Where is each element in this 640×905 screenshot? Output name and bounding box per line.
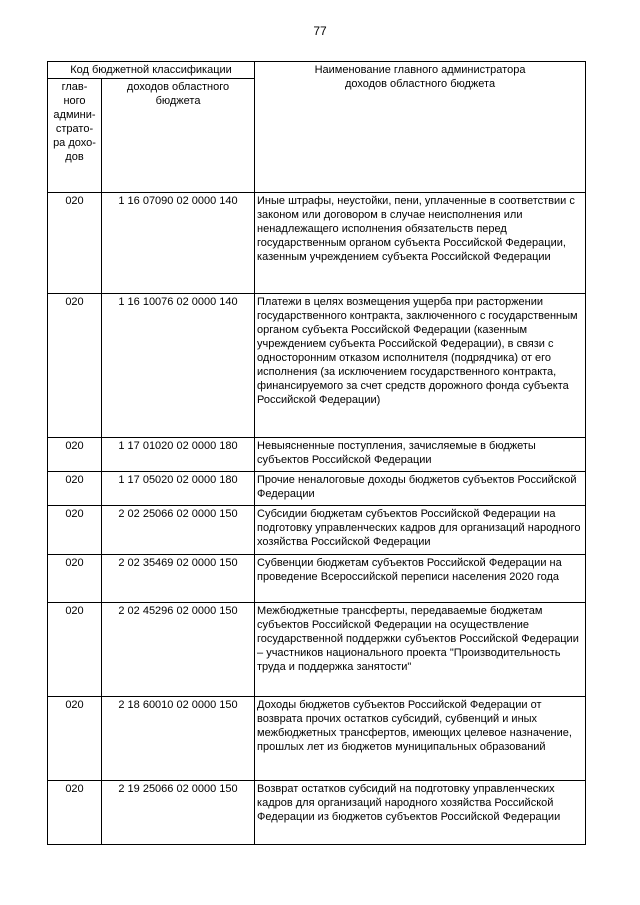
page-number: 77 — [313, 24, 327, 38]
row-income-code: 2 02 35469 02 0000 150 — [102, 555, 255, 603]
row-admin-code: 020 — [48, 603, 102, 697]
row-income-code: 2 02 25066 02 0000 150 — [102, 506, 255, 555]
row-admin-code: 020 — [48, 193, 102, 294]
table-row — [48, 506, 586, 555]
header-admin-text: глав- ного админи- страто- ра дохо- дов — [53, 81, 96, 163]
row-name: Платежи в целях возмещения ущерба при расторжении государственного контракта, заключенного с государственным органом субъекта Российской Федерации (казенным учреждением субъекта Российской Федерации), в связи с односторонним отказом исполнителя (подрядчика) от его исполнения (за исключением государственного контракта, финансируемого за счет средств дорожного фонда субъекта Российской Федерации) — [255, 294, 586, 438]
header-code-column — [102, 79, 255, 193]
row-admin-code: 020 — [48, 697, 102, 781]
table-row — [48, 294, 586, 438]
row-admin-code: 020 — [48, 781, 102, 845]
row-income-code: 1 16 07090 02 0000 140 — [102, 193, 255, 294]
table-row — [48, 555, 586, 603]
table-row — [48, 472, 586, 506]
row-name: Иные штрафы, неустойки, пени, уплаченные в соответствии с законом или договором в случае неисполнения или ненадлежащего исполнения обязательств перед государственным органом субъекта Российской Федерации, казенным учреждением субъекта Российской Федерации — [255, 193, 586, 294]
table-row — [48, 603, 586, 697]
row-admin-code: 020 — [48, 506, 102, 555]
header-name-text: Наименование главного администратора доходов областного бюджета — [314, 64, 526, 90]
row-income-code: 1 16 10076 02 0000 140 — [102, 294, 255, 438]
row-admin-code: 020 — [48, 438, 102, 472]
row-income-code: 2 18 60010 02 0000 150 — [102, 697, 255, 781]
row-income-code: 2 02 45296 02 0000 150 — [102, 603, 255, 697]
row-name: Прочие неналоговые доходы бюджетов субъектов Российской Федерации — [255, 472, 586, 506]
table-row — [48, 193, 586, 294]
table-row — [48, 438, 586, 472]
row-income-code: 1 17 01020 02 0000 180 — [102, 438, 255, 472]
header-admin-column — [48, 79, 102, 193]
row-name: Доходы бюджетов субъектов Российской Федерации от возврата прочих остатков субсидий, субвенций и иных межбюджетных трансфертов, имеющих целевое назначение, прошлых лет из бюджетов муниципальных образований — [255, 697, 586, 781]
table-row — [48, 697, 586, 781]
row-name: Возврат остатков субсидий на подготовку управленческих кадров для организаций народного хозяйства Российской Федерации из бюджетов субъектов Российской Федерации — [255, 781, 586, 845]
header-group-label: Код бюджетной классификации — [48, 62, 255, 79]
header-code-text: доходов областного бюджета — [126, 81, 230, 107]
row-name: Межбюджетные трансферты, передаваемые бюджетам субъектов Российской Федерации на осуществление государственной поддержки субъектов Российской Федерации – участников национального проекта "Производительность труда и поддержка занятости" — [255, 603, 586, 697]
table-body — [48, 193, 586, 845]
row-name: Субсидии бюджетам субъектов Российской Федерации на подготовку управленческих кадров для организаций народного хозяйства Российской Федерации — [255, 506, 586, 555]
row-admin-code: 020 — [48, 555, 102, 603]
row-admin-code: 020 — [48, 294, 102, 438]
table-row — [48, 781, 586, 845]
header-name-column — [255, 62, 586, 193]
budget-classification-table — [47, 61, 586, 845]
row-income-code: 2 19 25066 02 0000 150 — [102, 781, 255, 845]
row-name: Невыясненные поступления, зачисляемые в бюджеты субъектов Российской Федерации — [255, 438, 586, 472]
row-name: Субвенции бюджетам субъектов Российской Федерации на проведение Всероссийской переписи населения 2020 года — [255, 555, 586, 603]
row-income-code: 1 17 05020 02 0000 180 — [102, 472, 255, 506]
row-admin-code: 020 — [48, 472, 102, 506]
